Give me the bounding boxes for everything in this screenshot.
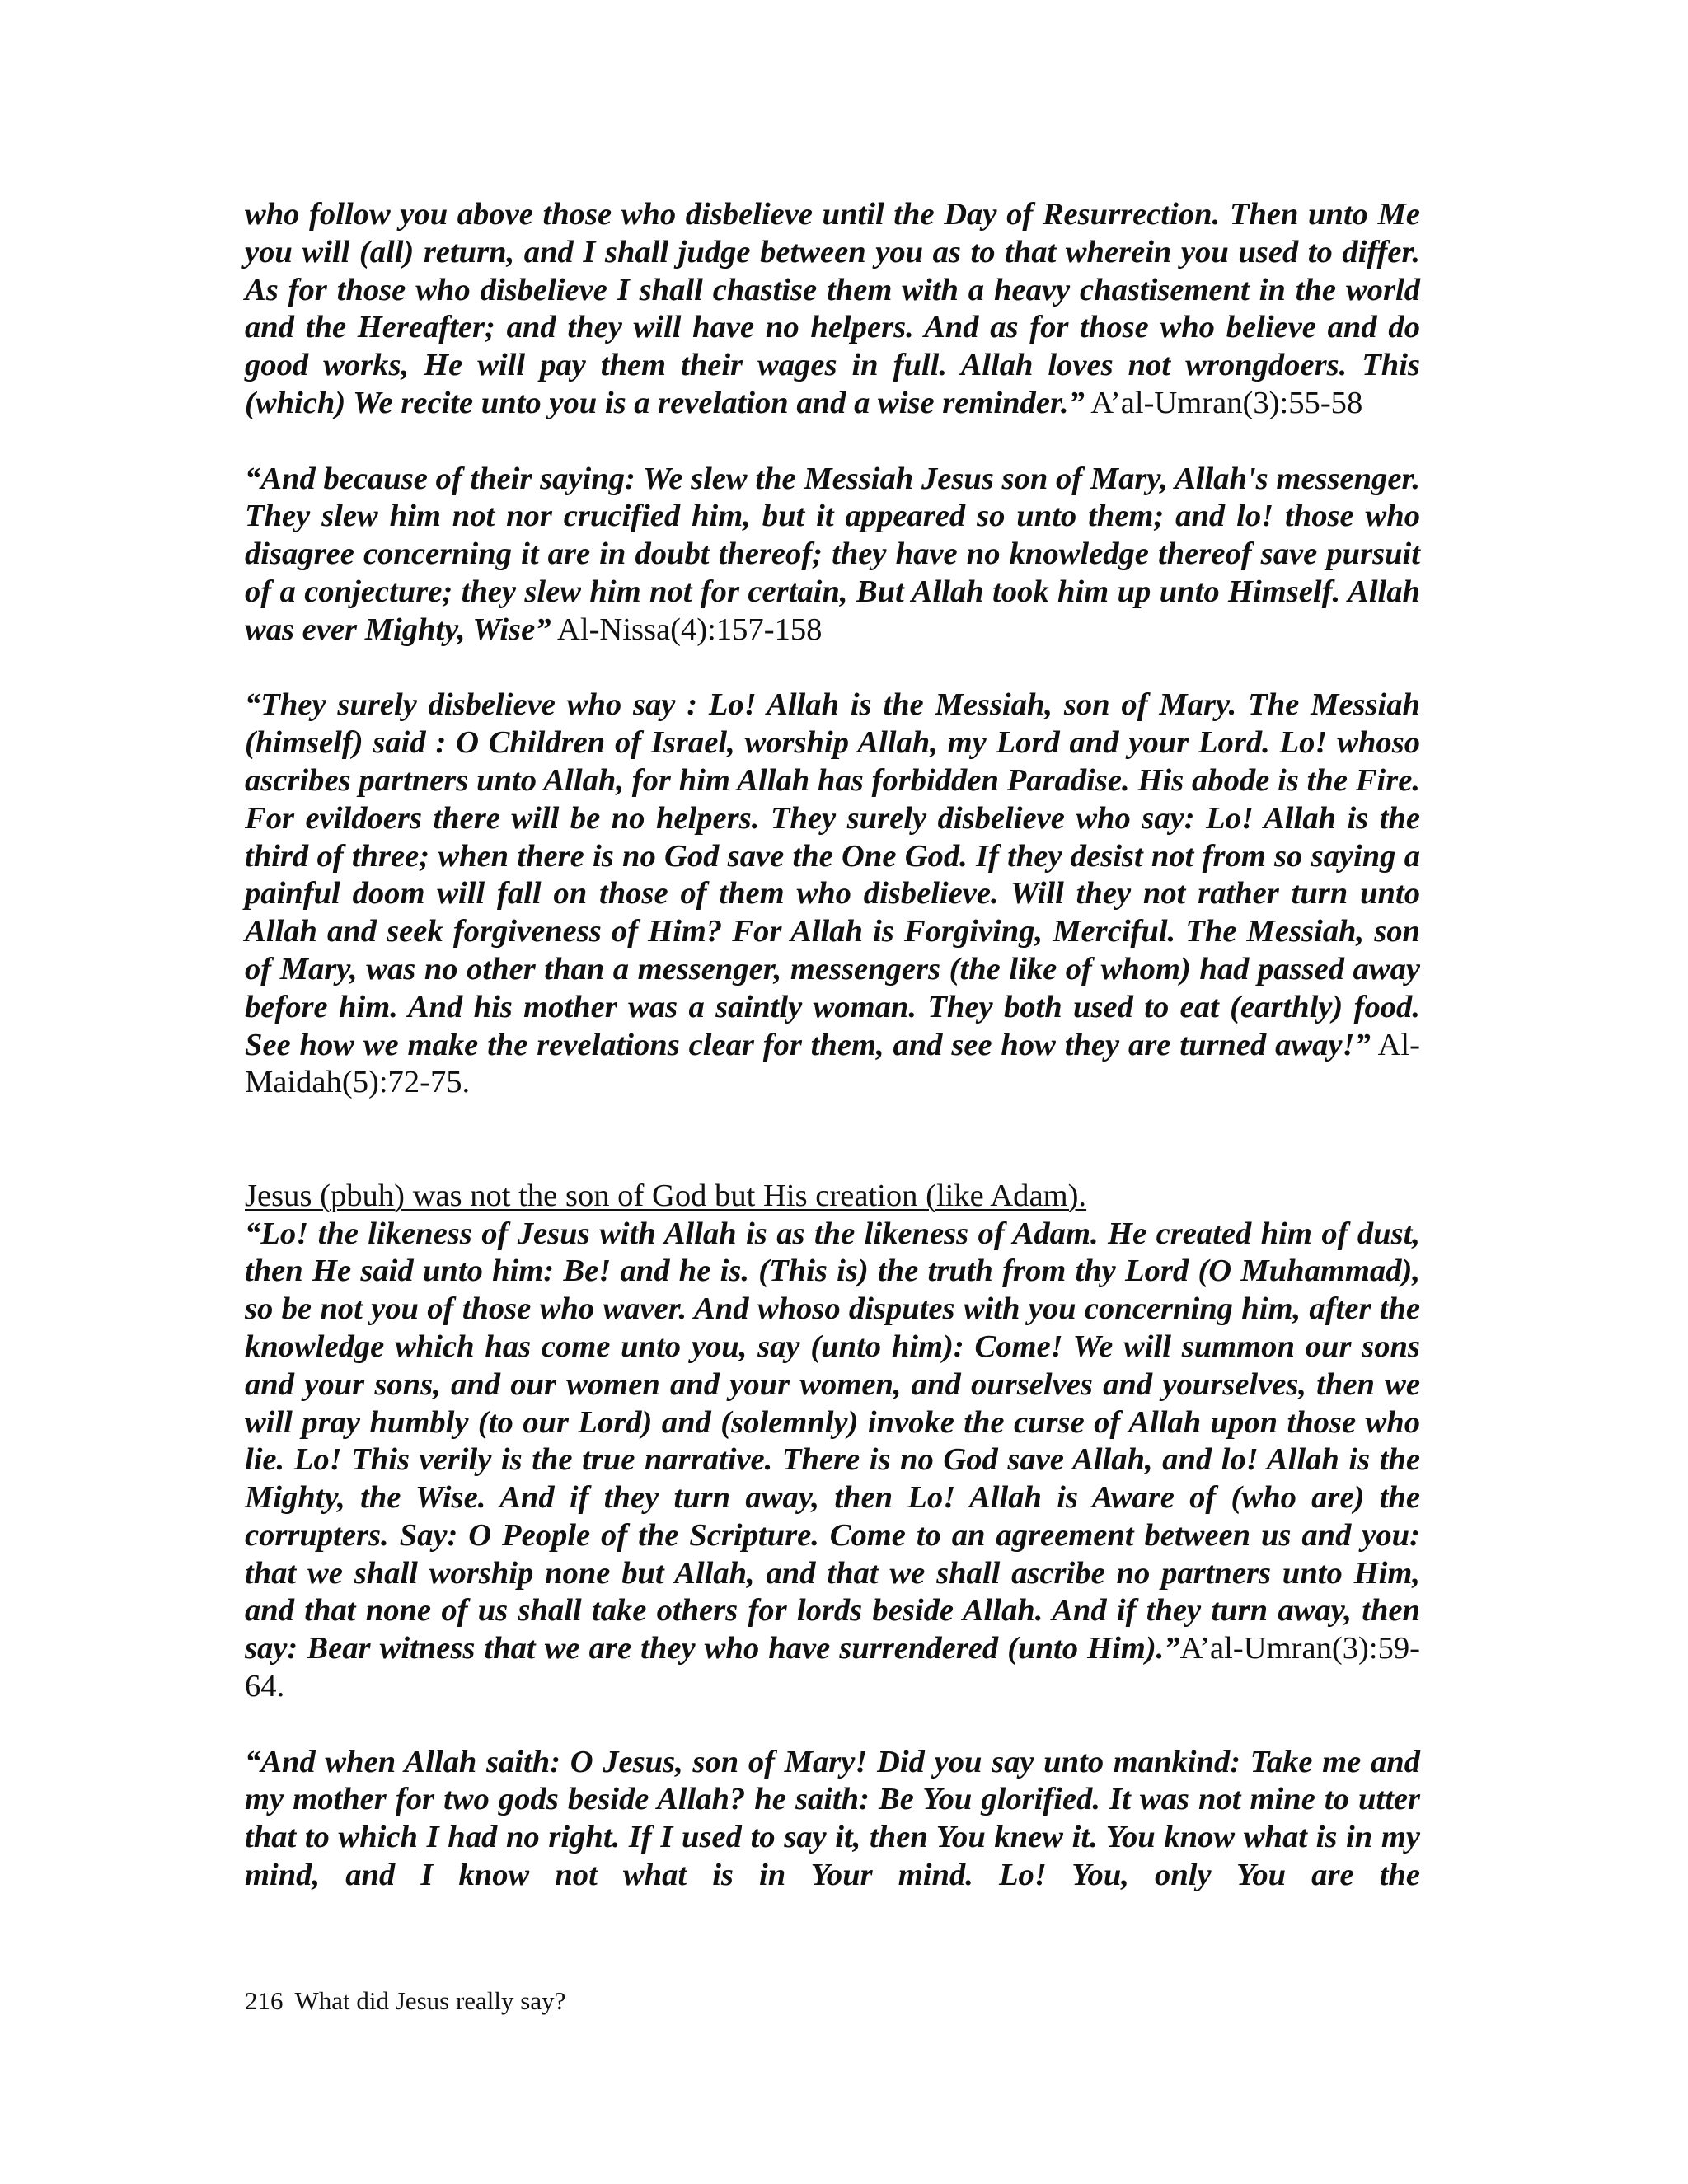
- verse-reference: Al-Maidah(5):72-75.: [245, 1027, 1420, 1100]
- verse-reference: A’al-Umran(3):55-58: [1090, 385, 1363, 420]
- paragraph-1: [245, 196, 1420, 423]
- book-title: What did Jesus really say?: [294, 1986, 566, 2015]
- paragraph-2: [245, 461, 1420, 649]
- paragraph-gap: [245, 423, 1420, 461]
- quote-text: “And because of their saying: We slew the Messiah Jesus son of Mary, Allah's messenger. They slew him not nor crucified him, but it appeared so unto them; and lo! those who disagree concerning it are in doubt thereof; they have no knowledge thereof save pursuit of a conjecture; they slew him not for certain, But Allah took him up unto Himself. Allah was ever Mighty, Wise”: [245, 461, 1420, 647]
- verse-reference: Al-Nissa(4):157-158: [557, 612, 823, 647]
- verse-reference: A’al-Umran(3):59-64.: [245, 1631, 1420, 1704]
- quote-text: “They surely disbelieve who say : Lo! Allah is the Messiah, son of Mary. The Messiah (himself) said : O Children of Israel, worship Allah, my Lord and your Lord. Lo! whoso ascribes partners unto Allah, for him Allah has forbidden Paradise. His abode is the Fire. For evildoers there will be no helpers. They surely disbelieve who say: Lo! Allah is the third of three; when there is no God save the One God. If they desist not from so saying a painful doom will fall on those of them who disbelieve. Will they not rather turn unto Allah and seek forgiveness of Him? For Allah is Forgiving, Merciful. The Messiah, son of Mary, was no other than a messenger, messengers (the like of whom) had passed away before him. And his mother was a saintly woman. They both used to eat (earthly) food. See how we make the revelations clear for them, and see how they are turned away!”: [245, 687, 1420, 1062]
- quote-text: “And when Allah saith: O Jesus, son of Mary! Did you say unto mankind: Take me and my mother for two gods beside Allah? he saith: Be You glorified. It was not mine to utter that to which I had no right. If I used to say it, then You knew it. You know what is in my mind, and I know not what is in Your mind. Lo! You, only You are the: [245, 1744, 1420, 1893]
- section-heading: Jesus (pbuh) was not the son of God but His creation (like Adam).: [245, 1178, 1087, 1213]
- page-footer: [245, 1985, 565, 2018]
- paragraph-5: [245, 1744, 1420, 1895]
- section-gap: [245, 1102, 1420, 1178]
- quote-text: who follow you above those who disbelieve until the Day of Resurrection. Then unto Me you will (all) return, and I shall judge between you as to that wherein you used to differ. As for those who disbelieve I shall chastise them with a heavy chastisement in the world and the Hereafter; and they will have no helpers. And as for those who believe and do good works, He will pay them their wages in full. Allah loves not wrongdoers. This (which) We recite unto you is a revelation and a wise reminder.”: [245, 197, 1420, 420]
- paragraph-gap: [245, 649, 1420, 687]
- page-number: 216: [245, 1986, 284, 2015]
- paragraph-gap: [245, 1706, 1420, 1744]
- page-body: [245, 196, 1420, 1895]
- paragraph-4: [245, 1216, 1420, 1706]
- paragraph-3: [245, 687, 1420, 1102]
- quote-text: “Lo! the likeness of Jesus with Allah is as the likeness of Adam. He created him of dust, then He said unto him: Be! and he is. (This is) the truth from thy Lord (O Muhammad), so be not you of those who waver. And whoso disputes with you concerning him, after the knowledge which has come unto you, say (unto him): Come! We will summon our sons and your sons, and our women and your women, and ourselves and yourselves, then we will pray humbly (to our Lord) and (solemnly) invoke the curse of Allah upon those who lie. Lo! This verily is the true narrative. There is no God save Allah, and lo! Allah is the Mighty, the Wise. And if they turn away, then Lo! Allah is Aware of (who are) the corrupters. Say: O People of the Scripture. Come to an agreement between us and you: that we shall worship none but Allah, and that we shall ascribe no partners unto Him, and that none of us shall take others for lords beside Allah. And if they turn away, then say: Bear witness that we are they who have surrendered (unto Him).”: [245, 1216, 1420, 1666]
